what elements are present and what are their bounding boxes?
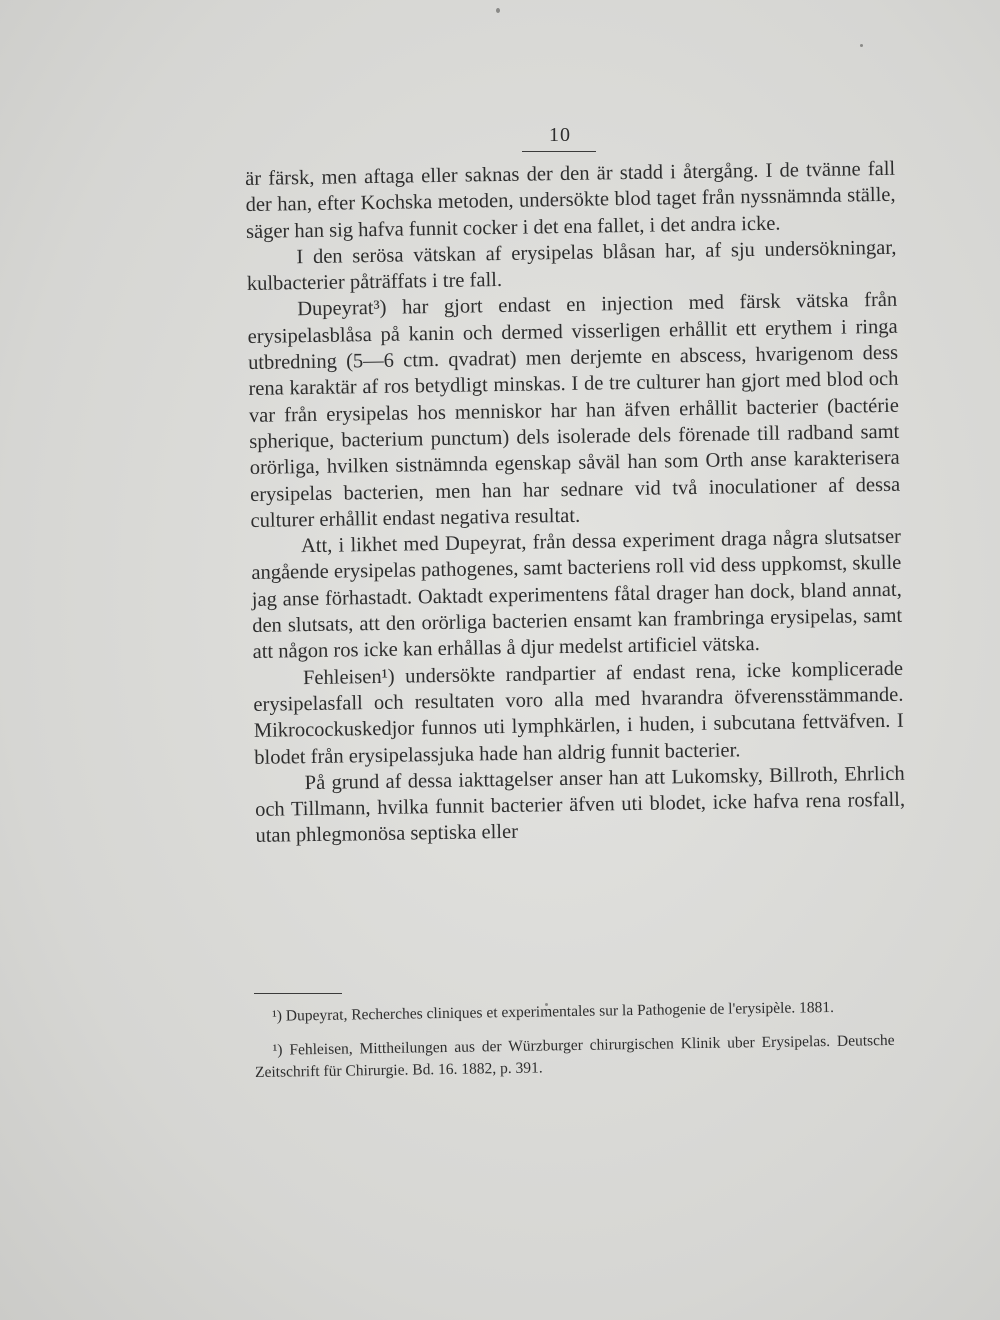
footnote: ¹) Dupeyrat, Recherches cliniques et experimentales sur la Pathogenie de l'erysipèle. 1881.: [272, 998, 835, 1025]
scan-speck: [496, 8, 500, 13]
header-rule: [522, 151, 596, 152]
paragraph: Att, i likhet med Dupeyrat, från dessa experiment draga några slutsatser angående erysipelas pathogenes, samt bacteriens roll vid dess uppkomst, skulle jag anse förhastadt. Oaktadt experimentens fåtal drager han dock, bland annat, den slutsats, att den orörliga bacterien ensamt kan frambringa erysipelas, samt att någon ros icke kan erhållas å djur medelst artificiel vätska.: [251, 525, 903, 664]
paragraph: Dupeyrat³) har gjort endast en injection med färsk vätska från erysipelasblåsa på kanin och dermed visserligen erhållit ett erythem i ringa utbredning (5—6 ctm. qvadrat) men derjemte en abscess, hvarigenom dess rena karaktär af ros betydligt minskas. I de tre culturer han gjort med blod och var från erysipelas hos menniskor har han äfven erhållit bacterier (bactérie spherique, bacterium punctum) dels isolerade dels förenade till radband samt orörliga, hvilken sistnämnda egenskap såväl han som Orth anse karakterisera erysipelas bacterien, men han har sednare vid två inoculationer af dessa culturer erhållit endast negativa resultat.: [247, 289, 901, 532]
paragraph: På grund af dessa iakttagelser anser han att Lukomsky, Billroth, Ehrlich och Tillmann, hvilka funnit bacterier äfven uti blodet, icke hafva rena rosfall, utan phlegmonösa septiska eller: [254, 762, 906, 848]
body-text: [245, 156, 906, 850]
footnote-rule: [254, 993, 342, 994]
page-number: 10: [549, 124, 571, 146]
paragraph: Fehleisen¹) undersökte randpartier af endast rena, icke komplicerade erysipelasfall och resultaten voro alla med hvarandra öfverensstämmande. Mikrocockuskedjor funnos uti lymphkärlen, i huden, i subcutana fettväfven. I blodet från erysipelassjuka hade han aldrig funnit bacterier.: [253, 657, 904, 769]
footnote: ¹) Fehleisen, Mittheilungen aus der Würzburger chirurgischen Klinik uber Erysipelas. Deutsche Zeitschrift für Chirurgie. Bd. 16. 1882, p. 391.: [254, 1031, 895, 1081]
scan-speck: [860, 44, 863, 47]
paragraph: är färsk, men aftaga eller saknas der den är stadd i återgång. I de tvänne fall der han, efter Kochska metoden, undersökte blod taget från nyssnämnda ställe, säger han sig hafva funnit cocker i det ena fallet, i det andra icke.: [245, 157, 896, 243]
footnotes: [254, 996, 895, 1096]
paragraph: I den serösa vätskan af erysipelas blåsan har, af sju undersökningar, kulbacterier påträffats i tre fall.: [246, 236, 897, 296]
